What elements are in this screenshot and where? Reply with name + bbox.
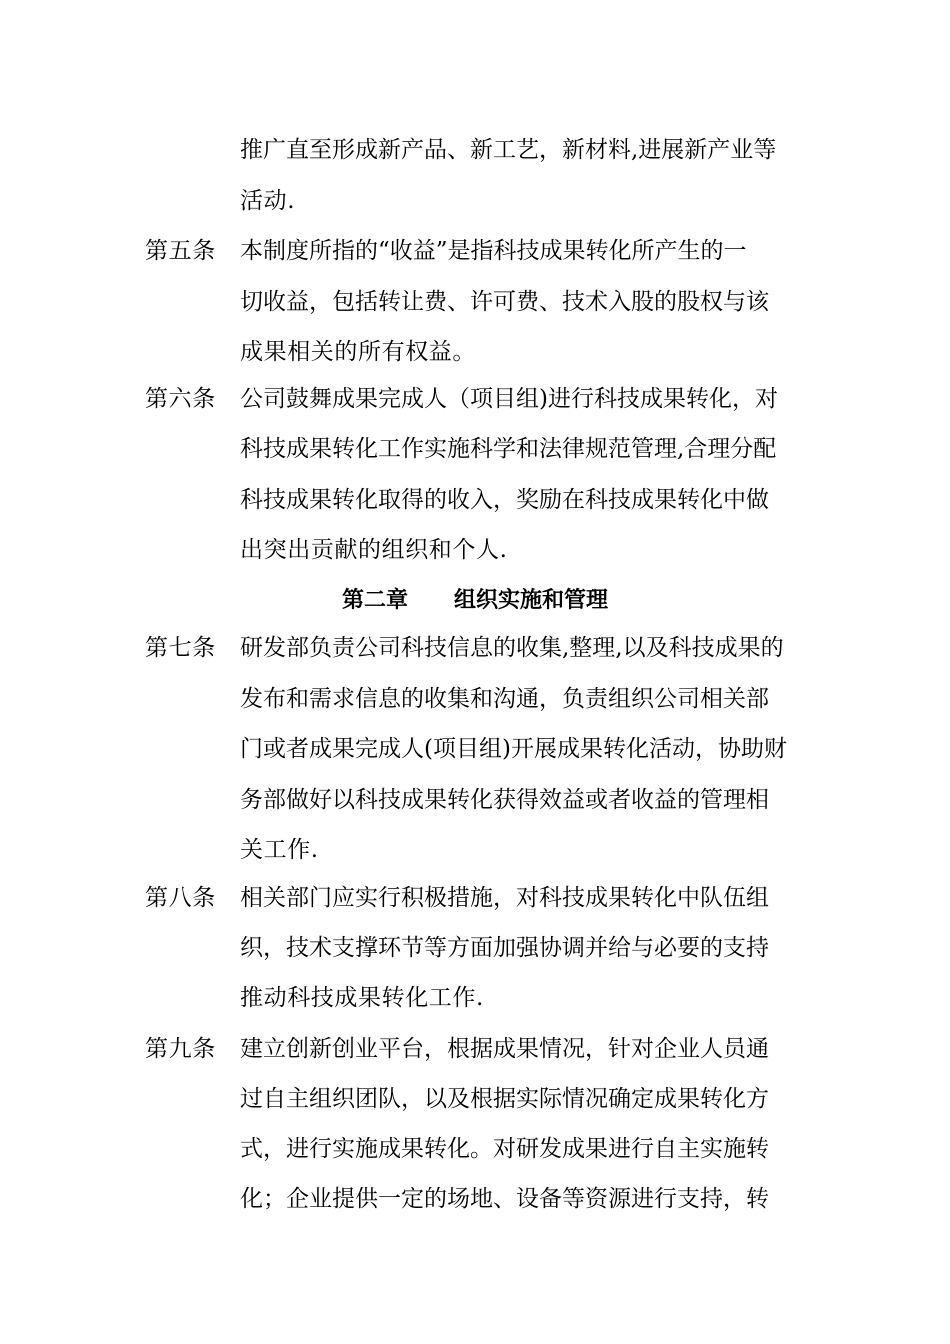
chapter-title: 组织实施和管理 <box>453 587 608 613</box>
article-line: 门或者成果完成人(项目组)开展成果转化活动，协助财 <box>240 736 787 762</box>
article-line: 出突出贡献的组织和个人. <box>240 537 508 563</box>
chapter-heading <box>0 585 950 615</box>
article-line: 发布和需求信息的收集和沟通，负责组织公司相关部 <box>240 686 769 712</box>
article-label: 第七条 <box>145 635 216 661</box>
article-line: 相关部门应实行积极措施，对科技成果转化中队伍组 <box>240 885 769 911</box>
article-label: 第八条 <box>145 885 216 911</box>
article-line: 推动科技成果转化工作. <box>240 985 484 1011</box>
article-label: 第九条 <box>145 1036 216 1062</box>
article-line: 关工作. <box>240 837 319 863</box>
article-line: 研发部负责公司科技信息的收集,整理,以及科技成果的 <box>240 635 784 661</box>
chapter-number: 第二章 <box>342 587 409 613</box>
article-label: 第五条 <box>145 238 216 264</box>
article-line: 科技成果转化工作实施科学和法律规范管理,合理分配 <box>240 436 777 462</box>
article-line: 式，进行实施成果转化。对研发成果进行自主实施转 <box>240 1136 769 1162</box>
article-line: 切收益，包括转让费、许可费、技术入股的股权与该 <box>240 289 769 315</box>
article-label: 第六条 <box>145 386 216 412</box>
intro-line: 推广直至形成新产品、新工艺，新材料,进展新产业等 <box>240 137 777 163</box>
article-line: 务部做好以科技成果转化获得效益或者收益的管理相 <box>240 787 769 813</box>
article-line: 化；企业提供一定的场地、设备等资源进行支持，转 <box>240 1186 769 1212</box>
article-line: 成果相关的所有权益。 <box>240 339 476 365</box>
article-line: 本制度所指的“收益”是指科技成果转化所产生的一 <box>240 238 747 264</box>
article-line: 织，技术支撑环节等方面加强协调并给与必要的支持 <box>240 935 769 961</box>
article-line: 科技成果转化取得的收入，奖励在科技成果转化中做 <box>240 487 769 513</box>
intro-line: 活动. <box>240 188 296 214</box>
article-line: 公司鼓舞成果完成人（项目组)进行科技成果转化，对 <box>240 386 778 412</box>
article-line: 过自主组织团队，以及根据实际情况确定成果转化方 <box>240 1086 769 1112</box>
article-line: 建立创新创业平台，根据成果情况，针对企业人员通 <box>240 1036 769 1062</box>
